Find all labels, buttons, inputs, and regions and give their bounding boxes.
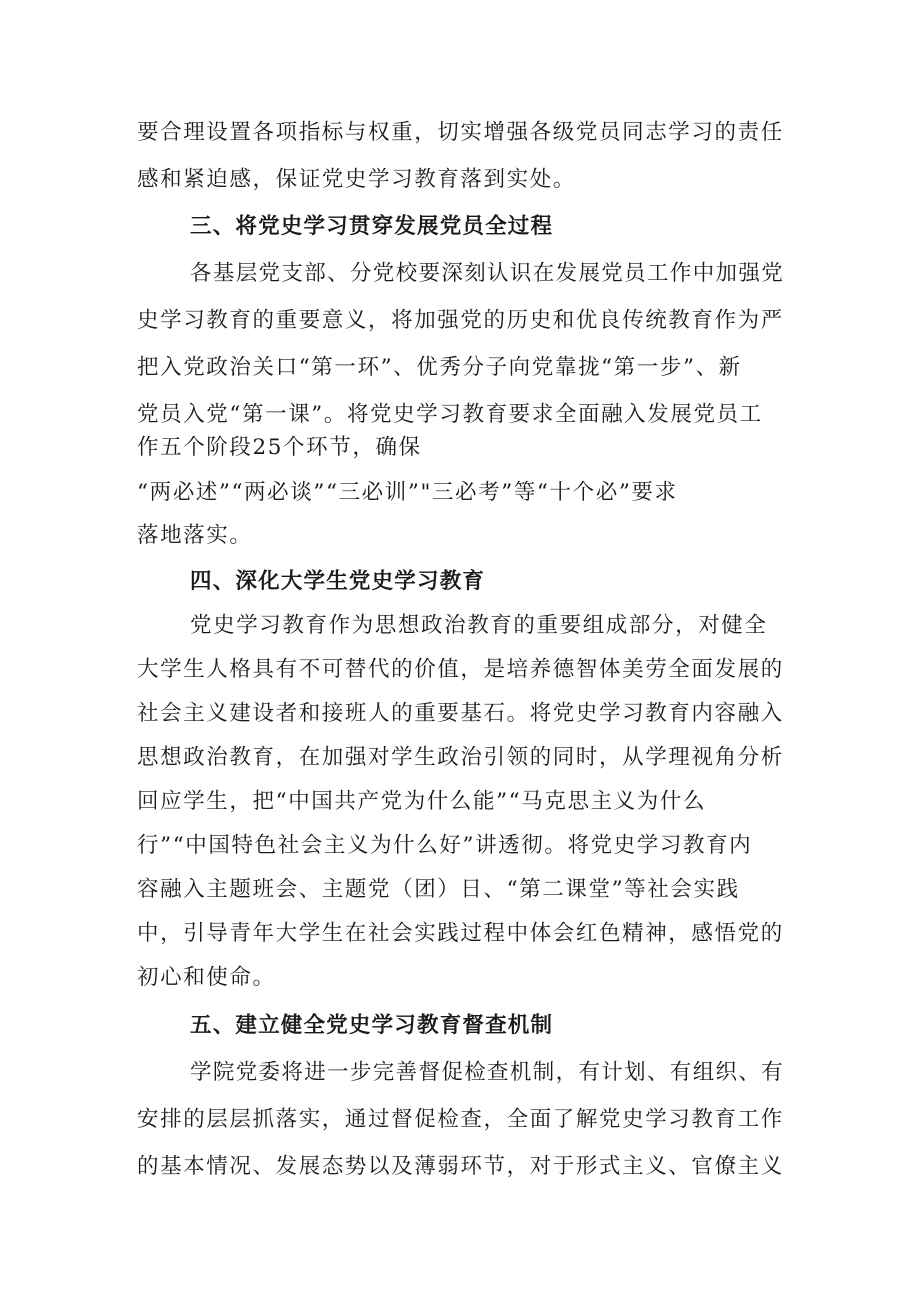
paragraph-line: 安排的层层抓落实，通过督促检查，全面了解党史学习教育工作: [137, 1107, 784, 1132]
paragraph-line: 党员入党“第一课”。将党史学习教育要求全面融入发展党员工: [137, 402, 763, 427]
paragraph-line: 社会主义建设者和接班人的重要基石。将党史学习教育内容融入: [137, 701, 784, 726]
section-heading-3: 三、将党史学习贯穿发展党员全过程: [190, 214, 554, 239]
paragraph-line: 行”“中国特色社会主义为什么好”讲透彻。将党史学习教育内: [137, 833, 753, 858]
paragraph-line: 回应学生，把“中国共产党为什么能”“马克思主义为什么: [137, 789, 707, 814]
paragraph-line: 落地落实。: [137, 523, 253, 548]
paragraph-line: 作五个阶段25个环节，确保: [137, 435, 422, 460]
paragraph-line: 中，引导青年大学生在社会实践过程中体会红色精神，感悟党的: [137, 921, 784, 946]
paragraph-line: 思想政治教育，在加强对学生政治引领的同时，从学理视角分析: [137, 745, 784, 770]
paragraph-line: 容融入主题班会、主题党（团）日、“第二课堂”等社会实践: [137, 877, 740, 902]
paragraph-first-line: 学院党委将进一步完善督促检查机制，有计划、有组织、有: [190, 1060, 785, 1085]
section-heading-5: 五、建立健全党史学习教育督查机制: [190, 1013, 554, 1038]
paragraph-line: 感和紧迫感，保证党史学习教育落到实处。: [137, 167, 576, 192]
paragraph-line: 史学习教育的重要意义，将加强党的历史和优良传统教育作为严: [137, 308, 784, 333]
paragraph-line: “两必述”“两必谈”“三必训”"三必考”等“十个必”要求: [137, 480, 678, 505]
paragraph-first-line: 各基层党支部、分党校要深刻认识在发展党员工作中加强党: [190, 261, 785, 286]
paragraph-line: 把入党政治关口“第一环”、优秀分子向党靠拢“第一步”、新: [137, 355, 742, 380]
paragraph-first-line: 党史学习教育作为思想政治教育的重要组成部分，对健全: [190, 613, 768, 638]
paragraph-line: 要合理设置各项指标与权重，切实增强各级党员同志学习的责任: [137, 120, 784, 145]
paragraph-line: 的基本情况、发展态势以及薄弱环节，对于形式主义、官僚主义: [137, 1154, 784, 1179]
section-heading-4: 四、深化大学生党史学习教育: [190, 569, 486, 594]
paragraph-line: 大学生人格具有不可替代的价值，是培养德智体美劳全面发展的: [137, 657, 784, 682]
paragraph-line: 初心和使命。: [137, 965, 276, 990]
